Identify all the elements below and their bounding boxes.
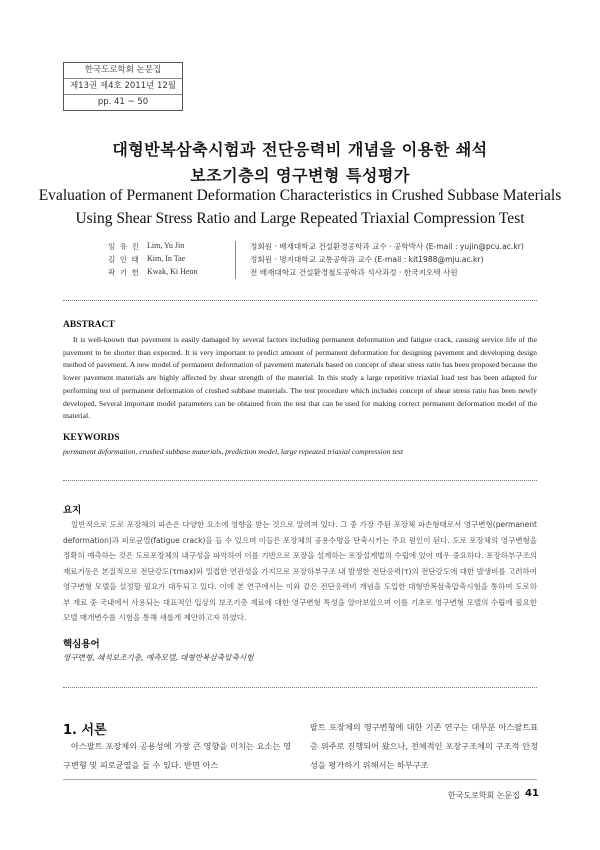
author-name-ko: 임 유 진 [108, 242, 140, 251]
author-name-en: Kim, In Tae [147, 254, 186, 263]
journal-pages: pp. 41 ~ 50 [97, 97, 149, 107]
yoji-heading: 요지 [63, 505, 82, 516]
author-row [0, 254, 600, 266]
abstract-heading: ABSTRACT [63, 320, 115, 330]
author-affiliation: 정회원 · 배재대학교 건설환경공학과 교수 · 공학박사 (E-mail : yujin@pcu.ac.kr) [250, 242, 524, 251]
author-row [0, 267, 600, 279]
keywords-ko-heading: 핵심용어 [63, 639, 100, 650]
journal-info-box [63, 62, 183, 111]
keywords-heading: KEYWORDS [63, 433, 120, 443]
section-title: 1. 서론 [63, 723, 107, 738]
keywords-text: permanent deformation, crushed subbase materials, prediction model, large repeated triaxial compression test [63, 447, 404, 456]
author-affiliation: 정회원 · 명지대학교 교통공학과 교수 (E-mail : kit1988@mju.ac.kr) [250, 255, 484, 264]
author-name-en: Lim, Yu Jin [147, 241, 185, 250]
section-divider [63, 687, 537, 688]
page-number: 41 [525, 788, 539, 799]
footer-rule [63, 779, 537, 780]
title-ko-line-2: 보조기층의 영구변형 특성평가 [190, 166, 410, 185]
author-name-ko: 김 인 태 [108, 255, 140, 264]
author-name-ko: 곽 기 헌 [108, 268, 140, 277]
section-divider [63, 300, 537, 301]
author-row [0, 241, 600, 253]
abstract-text: It is well-known that pavement is easily damaged by several factors including permanent deformation and fatigue crack, causing service life of the pavement to be shorter than expected. It is very important to predict amount of permanent deformation for designing pavement and developing design method of pavement. A new model of permanent deformation of pavement materials based on concept of shear stress ratio has been proposed because the lower pavement materials are highly affected by shear strength of the material. In this study a large repetitive triaxial load test has been adapted for performing test of permanent deformation of crushed subbase materials. The test procedure which includes concept of shear stress ratio has been newly developed. Several important model parameters can be obtained from the test that can be used for making correct permanent deformation model of the material. [63, 335, 537, 421]
title-en-line-1: Evaluation of Permanent Deformation Characteristics in Crushed Subbase Materials [38, 187, 562, 204]
body-column-right: 팔트 포장체의 영구변형에 대한 기존 연구는 대부분 아스팔트표층 위주로 진행되어 왔으나, 전체적인 포장구조체의 구조적 안정성을 평가하기 위해서는 하부구조 [310, 722, 538, 770]
title-en-line-2: Using Shear Stress Ratio and Large Repeated Triaxial Compression Test [75, 210, 525, 227]
title-ko-line-1: 대형반복삼축시험과 전단응력비 개념을 이용한 쇄석 [112, 140, 488, 159]
keywords-ko-text: 영구변형, 쇄석보조기층, 예측모델, 대형반복삼축압축시험 [63, 653, 254, 662]
yoji-text: 일반적으로 도로 포장체의 파손은 다양한 요소에 영향을 받는 것으로 알려져 있다. 그 중 가장 주된 포장체 파손형태로서 영구변형(permanent deformation)과 피로균열(fatigue crack)을 들 수 있으며 이들은 포장체의 공용수명을 단축시키는 주요 원인이 된다. 도로 포장체의 영구변형을 정확히 예측하는 것은 도로포장체의 내구성을 파악하여 이를 기반으로 포장을 설계하는 포장설계법의 수립에 있어 매우 중요하다. 포장하부구조의 재료거동은 본질적으로 전단강도(τmax)와 밀접한 연관성을 가지므로 포장하부구조 내 발생한 전단응력(τ)의 전단강도에 대한 발생비를 고려하여 영구변형 모델을 설정할 필요가 대두되고 있다. 이에 본 연구에서는 이와 같은 전단응력비 개념을 도입한 대형반복삼축압축시험을 통하여 도로하부 재료 중 국내에서 사용되는 대표적인 입상의 보조기층 재료에 대한 영구변형 특성을 알아보았으며 이를 기초로 영구변형 모델의 수립에 필요한 모델 매개변수를 시험을 통해 새롭게 제안하고자 하였다. [63, 520, 537, 622]
author-affiliation: 전 배재대학교 건설환경철도공학과 석사과정 · 한국지오텍 사원 [250, 268, 458, 277]
author-name-en: Kwak, Ki Heon [147, 267, 198, 276]
journal-name: 한국도로학회 논문집 [64, 63, 182, 79]
body-column-left: 아스팔트 포장체의 공용성에 가장 큰 영향을 미치는 요소는 영구변형 및 피로균열을 들 수 있다. 반면 아스 [63, 741, 291, 770]
journal-volume: 제13권 제4호 2011년 12월 [64, 79, 182, 95]
section-divider [63, 480, 537, 481]
footer-journal-name: 한국도로학회 논문집 [447, 791, 520, 800]
